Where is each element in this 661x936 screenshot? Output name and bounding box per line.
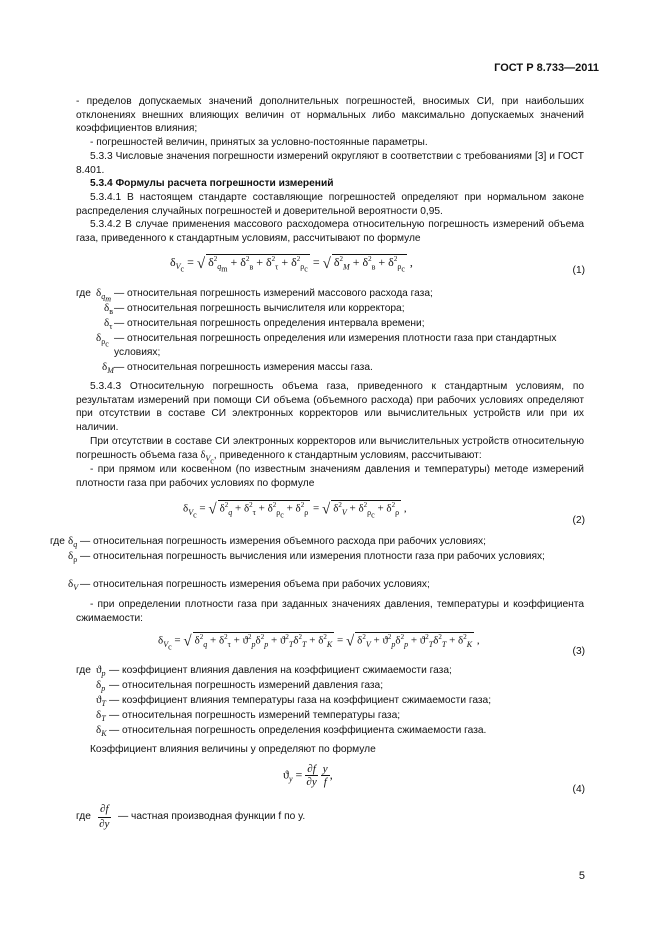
equation-number-4: (4) <box>572 784 585 795</box>
equation-number-3: (3) <box>572 646 585 657</box>
formula-3: $\delta_{V_c}$ = √ $\delta^2_q + \delta^2_\tau + ϑ^2_p\delta^2_p + ϑ^2_T\delta^2_T + \delta^2_K$ = √ $\delta^2_V + ϑ^2_p\delta^2_p + ϑ^2_T\delta^2_T + \delta^2_K$ , <box>158 633 480 652</box>
legend-where: где <box>50 536 65 547</box>
formula-2: $\delta_{V_c}$ = √ $\delta^2_q + \delta^2_\tau + \delta^2_{\rho_c} + \delta^2_\rho$ = √ $\delta^2_V + \delta^2_{\rho_c} + \delta^2_\rho$ , <box>183 501 407 520</box>
legend-item: — относительная погрешность измерений температуры газа; <box>109 710 401 721</box>
document-id: ГОСТ Р 8.733—2011 <box>494 62 599 74</box>
legend-item: — коэффициент влияния давления на коэффициент сжимаемости газа; <box>109 665 452 676</box>
legend-item: — частная производная функции f по y. <box>118 811 306 822</box>
legend-item: — относительная погрешность измерений массового расхода газа; <box>114 288 433 299</box>
page-number: 5 <box>578 870 585 882</box>
legend-item: — относительная погрешность определения интервала времени; <box>114 318 425 329</box>
para-quasi-constant: - погрешностей величин, принятых за условно-постоянные параметры. <box>90 137 428 148</box>
legend-item: — относительная погрешность определения коэффициента сжимаемости газа. <box>109 725 487 736</box>
para-5-3-4-3: 5.3.4.3 Относительную погрешность объема газа, приведенного к стандартным условиям, по результатам измерений при помощи СИ объема (объемного расхода) при рабочих условиях определяют при отсутствии в составе СИ электронных корректоров или вычислительных устройств или при их наличии. <box>76 381 584 433</box>
para-no-correctors-a: При отсутствии в составе СИ электронных корректоров или вычислительных устройств относительную погрешность объема газа <box>76 436 584 461</box>
equation-number-1: (1) <box>572 265 585 276</box>
formula-1: $\delta_{V_c}$ = √ $\delta^2_{q_m} + \delta^2_в + \delta^2_\tau + \delta^2_{\rho_c}$ = √ $\delta^2_M + \delta^2_в + \delta^2_{\rho_c}$ , <box>170 255 413 274</box>
para-5-3-3: 5.3.3 Числовые значения погрешности измерений округляют в соответствии с требованиями [3] и ГОСТ 8.401. <box>76 151 584 176</box>
legend-where: где <box>76 288 91 299</box>
symbol-delta-vc: $\delta_{V_c}$ <box>200 449 214 466</box>
para-5-3-4-2: 5.3.4.2 В случае применения массового расходомера относительную погрешность измерений объема газа, приведенного к стандартным условиям, рассчитывают по формуле <box>76 219 584 244</box>
legend-item: — относительная погрешность измерения объема при рабочих условиях; <box>80 579 430 590</box>
para-direct-method: - при прямом или косвенном (по известным значениям давления и температуры) методе измерений плотности газа при рабочих условиях по формуле <box>76 464 584 489</box>
legend-item: — относительная погрешность измерений давления газа; <box>109 680 384 691</box>
legend-item: — относительная погрешность измерения массы газа. <box>114 362 373 373</box>
equation-number-2: (2) <box>572 515 585 526</box>
legend-formula-1: где $\delta_{q_m}$ — относительная погрешность измерений массового расхода газа; $\delta_в$ — относительная погрешность вычислителя или корректора; $\delta_\tau$ — относительная погрешность определения интервала времени; $\delta_{\rho_c}$ — относительная погрешность определения или измерения плотности газа при стандартных условиях; $\delta_M$ — относительная погрешность измерения массы газа. <box>76 287 584 372</box>
para-5-3-4-1: 5.3.4.1 В настоящем стандарте составляющие погрешностей определяют при нормальном законе распределения случайных погрешностей и доверительной вероятности 0,95. <box>76 192 584 217</box>
legend-where: где <box>76 665 91 676</box>
legend-formula-2: где $\delta_q$ — относительная погрешность измерения объемного расхода при рабочих условиях; $\delta_\rho$ — относительная погрешность вычисления или измерения плотности газа при рабочих условиях; $\delta_V$ — относительная погрешность измерения объема при рабочих условиях; <box>50 535 584 595</box>
formula-4: $ϑ_y$ = $\frac{\partial f}{\partial y}$ $\frac{y}{f}$ , <box>283 763 333 788</box>
legend-item: — относительная погрешность измерения объемного расхода при рабочих условиях; <box>80 536 486 547</box>
para-no-correctors-b: , приведенного к стандартным условиям, рассчитывают: <box>213 449 482 461</box>
legend-where: где <box>76 811 91 822</box>
legend-item: — коэффициент влияния температуры газа на коэффициент сжимаемости газа; <box>109 695 492 706</box>
para-given-values: - при определении плотности газа при заданных значениях давления, температуры и коэффициента сжимаемости: <box>76 599 584 624</box>
legend-formula-4: где $\frac{\partial f}{\partial y}$ — частная производная функции f по y. <box>76 803 306 830</box>
legend-item: — относительная погрешность вычислителя или корректора; <box>114 303 405 314</box>
para-limits: - пределов допускаемых значений дополнительных погрешностей, вносимых СИ, при наибольших отклонениях внешних влияющих величин от нормальных либо максимально допускаемых значений коэффициентов влияния; <box>76 96 584 135</box>
heading-5-3-4: 5.3.4 Формулы расчета погрешности измерений <box>90 178 334 189</box>
para-influence-coef: Коэффициент влияния величины y определяют по формуле <box>90 744 376 755</box>
legend-formula-3: где $ϑ_p$ — коэффициент влияния давления на коэффициент сжимаемости газа; $\delta_p$ — относительная погрешность измерений давления газа; $ϑ_T$ — коэффициент влияния температуры газа на коэффициент сжимаемости газа; $\delta_T$ — относительная погрешность измерений температуры газа; $\delta_K$ — относительная погрешность определения коэффициента сжимаемости газа. <box>76 664 492 739</box>
legend-item: — относительная погрешность вычисления или измерения плотности газа при рабочих условиях; <box>80 551 545 562</box>
legend-item: — относительная погрешность определения или измерения плотности газа при стандартных условиях; <box>114 333 557 358</box>
